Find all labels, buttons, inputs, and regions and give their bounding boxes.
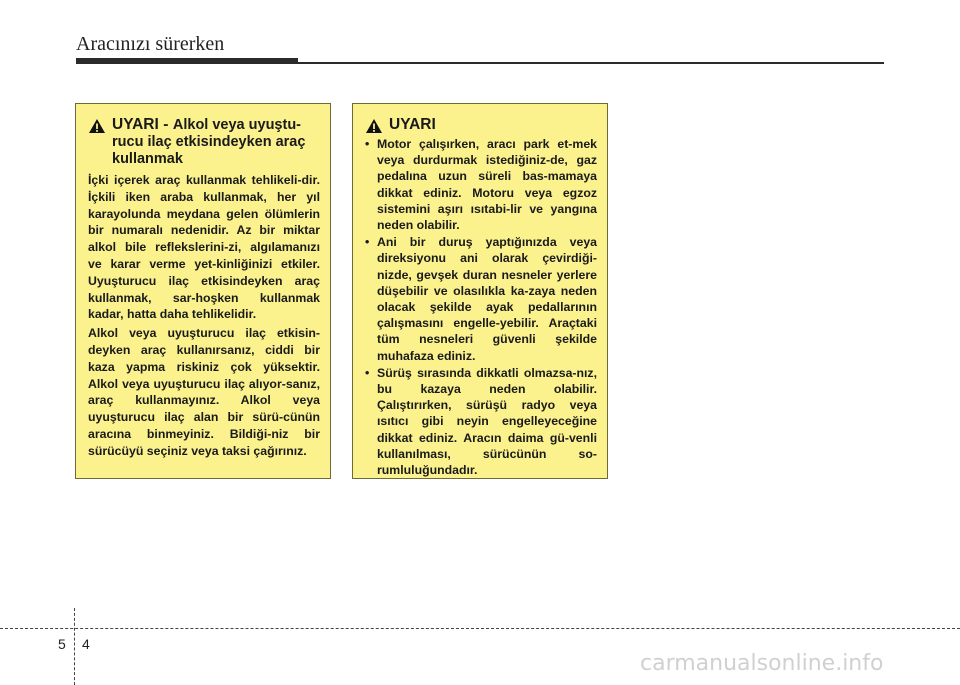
- warning-title-first: Alkol veya uyuştu-: [172, 117, 302, 133]
- bullet-icon: •: [365, 137, 370, 151]
- list-item: [365, 365, 597, 478]
- warning-list: [365, 136, 597, 478]
- section-title: Aracınızı sürerken: [76, 33, 225, 55]
- list-item: [365, 136, 597, 233]
- list-item-text: Motor çalışırken, aracı park et-mek veya durdurmak istediğiniz-de, gaz pedalına uzun süreli bas-mamaya dikkat ediniz. Motoru veya egzoz sistemini aşırı ısıtabi-lir ve yangına neden olabilir.: [377, 137, 597, 233]
- page-number: 4: [82, 636, 90, 652]
- bullet-icon: •: [365, 365, 370, 380]
- footer-vertical-divider: [74, 608, 75, 685]
- warning-box-alcohol: [75, 103, 331, 479]
- warning-separator: -: [163, 116, 169, 133]
- watermark: carmanualsonline.info: [640, 651, 884, 676]
- warning-triangle-icon: [88, 118, 106, 134]
- warning-header: [365, 116, 597, 134]
- warning-paragraph: İçki içerek araç kullanmak tehlikeli-dir. İçkili iken araba kullanmak, her yıl karayolunda meydana gelen ölümlerin bir numaralı nedenidir. Az bir miktar alkol bile reflekslerini-zi, algılamanızı ve karar verme yet-kinliğinizi etkiler. Uyuşturucu ilaç etkisindeyken araç kullanmak, sar-hoşken kullanmak kadar, hatta daha tehlikelidir.: [88, 173, 320, 322]
- chapter-number: 5: [58, 636, 66, 652]
- warning-header: [88, 116, 320, 168]
- header-rule-thick: [76, 58, 298, 64]
- warning-triangle-icon: [365, 118, 383, 134]
- footer-horizontal-divider: [0, 628, 960, 629]
- list-item: [365, 234, 597, 364]
- list-item-text: Ani bir duruş yaptığınızda veya direksiyonu ani olarak çevirdiği-nizde, gevşek duran nesneler yerlere düşebilir ve olasılıkla ka-zaya neden olacak şekilde ayak pedallarının çalışmasını engelle-yebilir. Araçtaki tüm nesneleri güvenli şekilde muhafaza ediniz.: [377, 235, 597, 363]
- warning-paragraph: Alkol veya uyuşturucu ilaç etkisin-deyken araç kullanırsanız, ciddi bir kaza yapma riskiniz çok yüksektir. Alkol veya uyuşturucu ilaç alıyor-sanız, araç kullanmayınız. Alkol veya uyuşturucu ilaç alan bir sürü-cünün aracına binmeyiniz. Bildiği-niz bir sürücüyü seçiniz veya taksi çağırınız.: [88, 326, 320, 458]
- warning-title-rest: rucu ilaç etkisindeyken araç kullanmak: [112, 134, 306, 167]
- warning-label: UYARI: [389, 116, 436, 133]
- header-rule-thin: [298, 62, 884, 64]
- bullet-icon: •: [365, 235, 370, 250]
- warning-box-driving: [352, 103, 608, 479]
- warning-label: UYARI: [112, 116, 159, 133]
- list-item-text: Sürüş sırasında dikkatli olmazsa-nız, bu kazaya neden olabilir. Çalıştırırken, sürüşü radyo veya ısıtıcı gibi neyin engelleyeceğine dikkat ediniz. Aracın daima gü-venli kullanılması, sürücünün so-rumluluğundadır.: [377, 365, 597, 478]
